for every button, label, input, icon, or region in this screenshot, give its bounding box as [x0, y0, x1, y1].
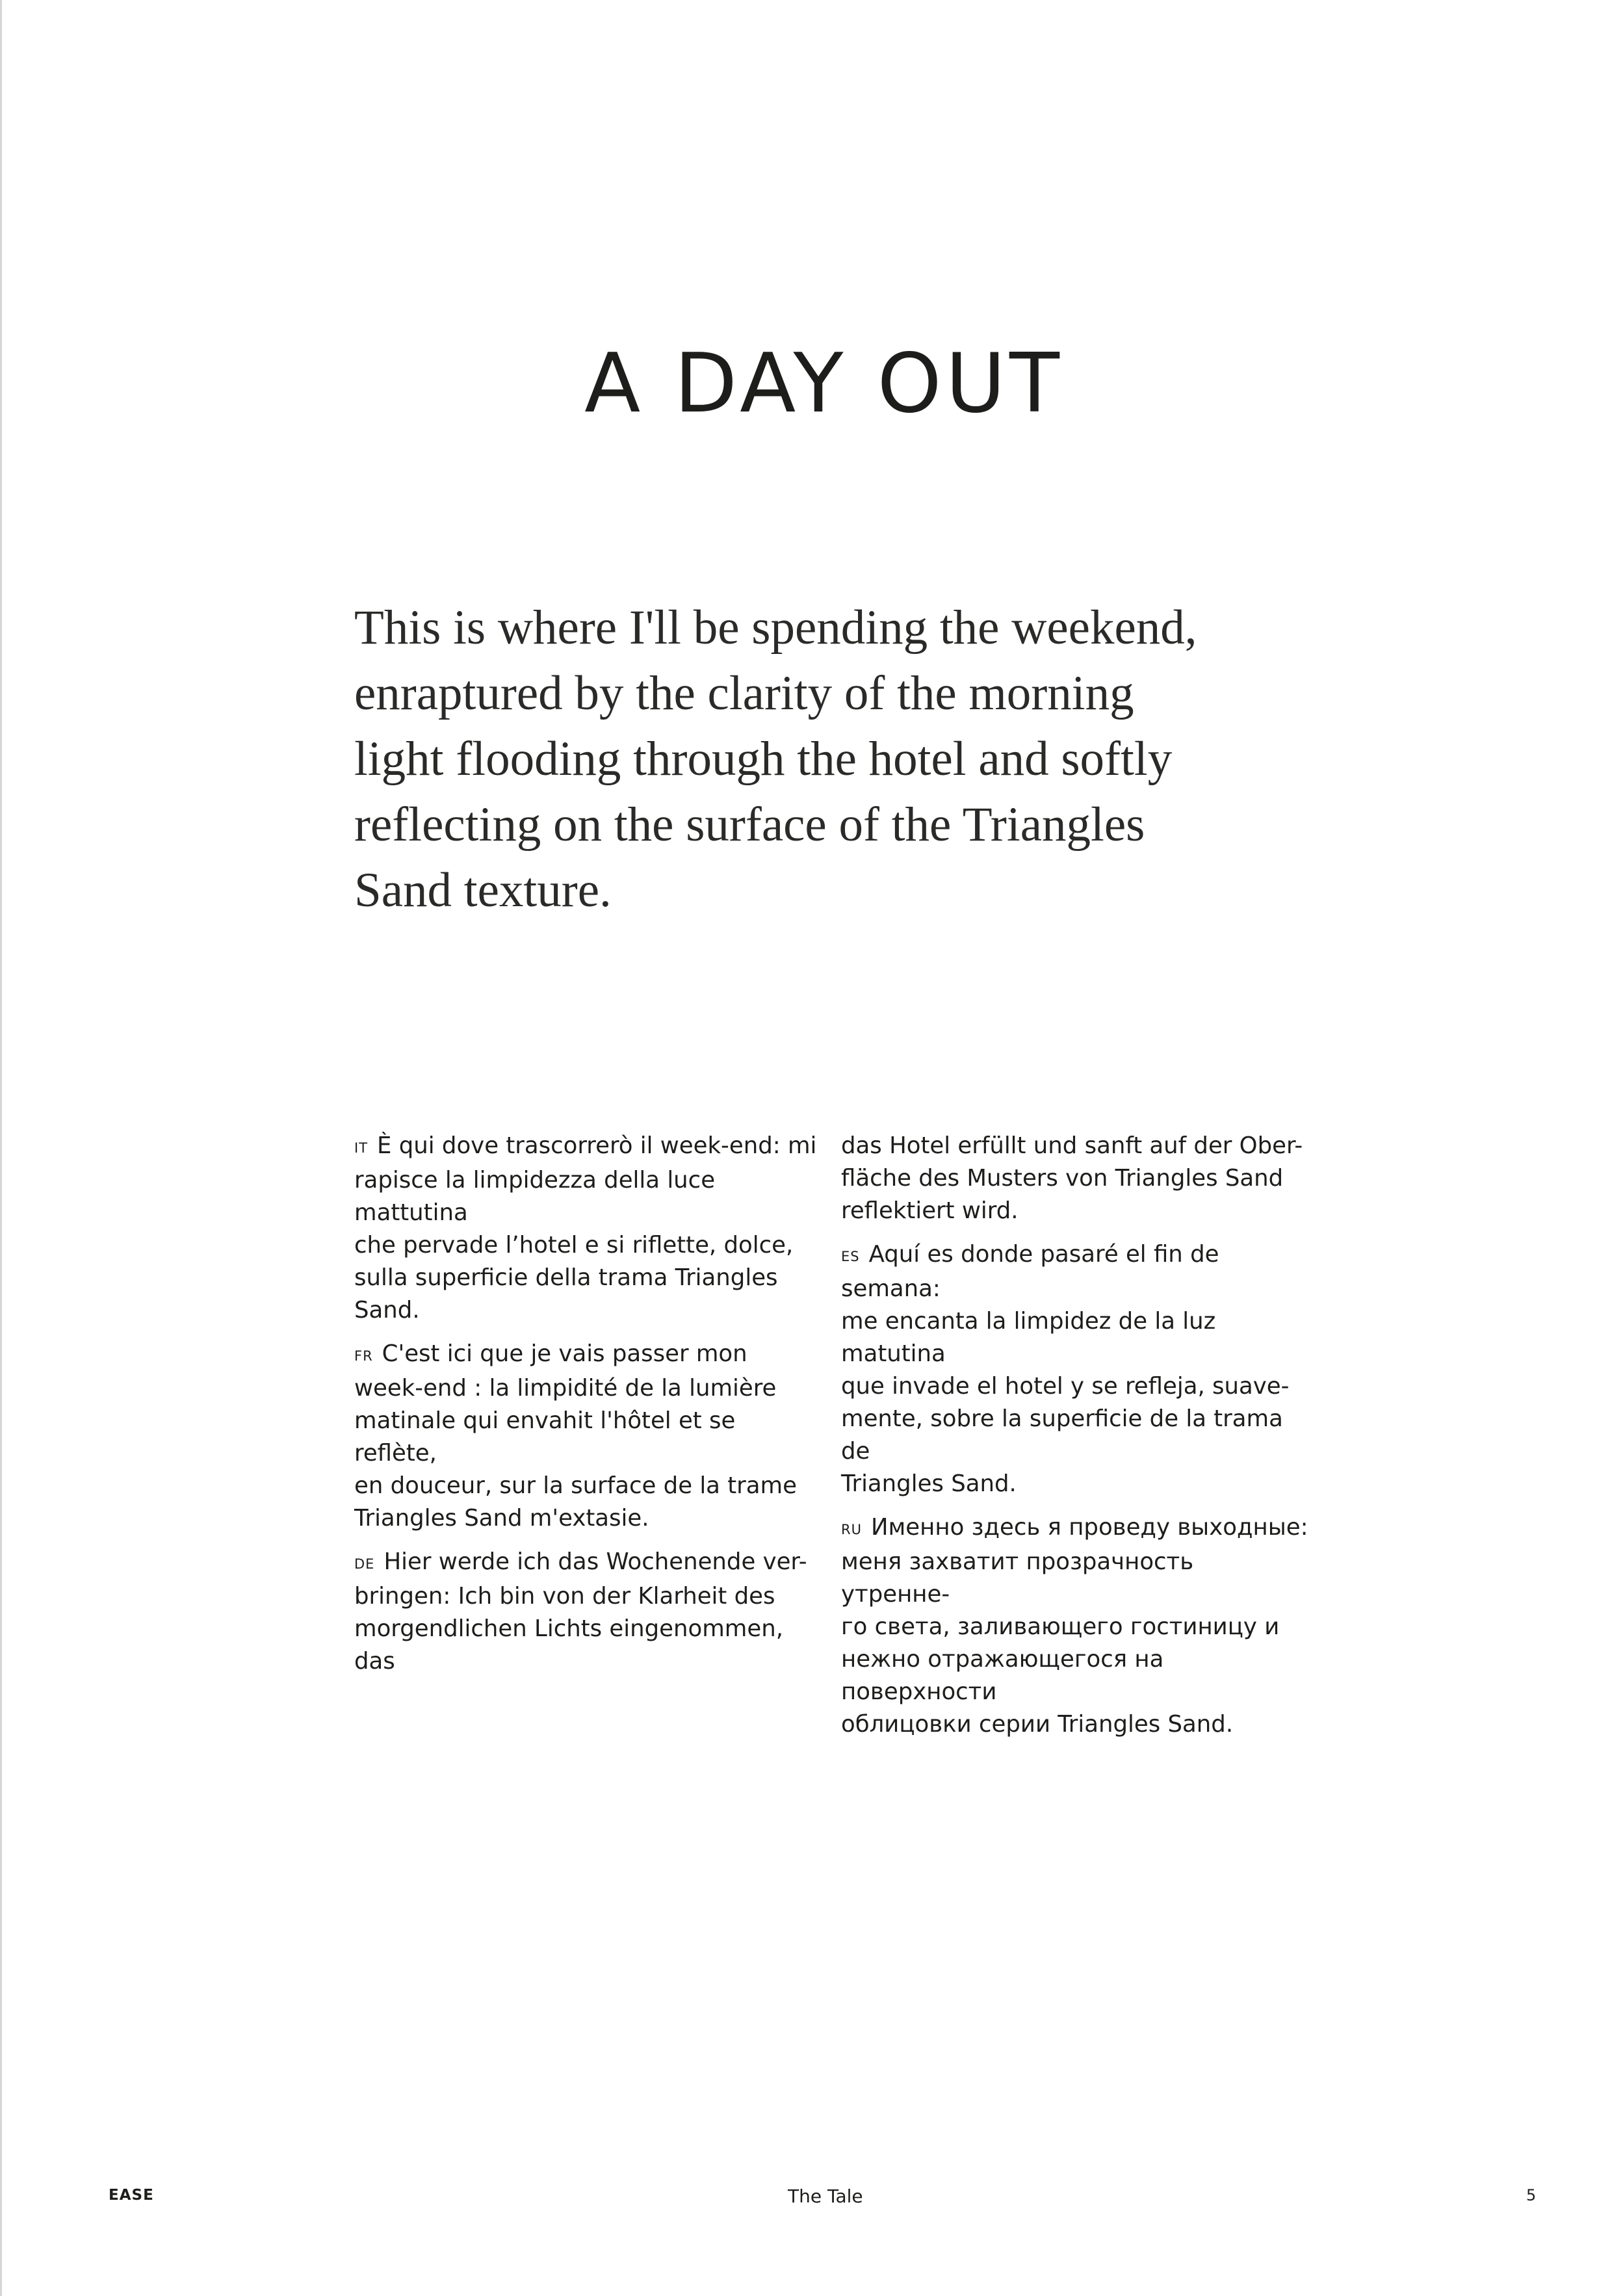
translation-line: го света, заливающего гостиницу и — [841, 1613, 1280, 1640]
translations-column-right — [841, 1130, 1309, 1752]
translation-line: che pervade l’hotel e si riflette, dolce, — [354, 1232, 794, 1259]
translation-ru — [841, 1511, 1309, 1741]
translation-line: reflektiert wird. — [841, 1197, 1019, 1224]
translation-line: en douceur, sur la surface de la trame — [354, 1472, 797, 1499]
footer-section-title: The Tale — [788, 2185, 863, 2207]
page-number: 5 — [1526, 2186, 1537, 2204]
translation-line: que invade el hotel y se refleja, suave- — [841, 1373, 1290, 1400]
lead-line: enraptured by the clarity of the morning — [354, 666, 1134, 720]
translation-line: Hier werde ich das Wochenende ver- — [383, 1548, 807, 1575]
language-code-fr: FR — [354, 1348, 373, 1364]
translation-line: bringen: Ich bin von der Klarheit des — [354, 1583, 775, 1610]
translation-de — [354, 1546, 822, 1678]
translation-line: Aquí es donde pasaré el fin de semana: — [841, 1241, 1219, 1302]
translation-es — [841, 1238, 1309, 1500]
page-title: A DAY OUT — [584, 335, 1063, 431]
translation-line: me encanta la limpidez de la luz matutina — [841, 1308, 1216, 1367]
translation-line: C'est ici que je vais passer mon — [382, 1340, 747, 1367]
footer-brand: EASE — [109, 2187, 154, 2204]
translation-line: fläche des Musters von Triangles Sand — [841, 1165, 1284, 1192]
translation-line: È qui dove trascorrerò il week-end: mi — [377, 1132, 817, 1159]
language-code-ru: RU — [841, 1522, 862, 1537]
translation-line: morgendlichen Lichts eingenommen, das — [354, 1615, 783, 1675]
lead-line: reflecting on the surface of the Triangles — [354, 798, 1145, 852]
language-code-de: DE — [354, 1556, 375, 1572]
translation-line: нежно отражающегося на поверхности — [841, 1646, 1164, 1705]
translation-line: das Hotel erfüllt und sanft auf der Ober- — [841, 1132, 1303, 1159]
translation-line: Sand. — [354, 1297, 420, 1324]
translation-line: Triangles Sand. — [841, 1470, 1017, 1497]
lead-line: light flooding through the hotel and softly — [354, 732, 1173, 786]
language-code-es: ES — [841, 1249, 860, 1264]
translation-line: rapisce la limpidezza della luce mattutina — [354, 1167, 716, 1226]
translation-line: sulla superficie della trama Triangles — [354, 1264, 778, 1291]
lead-line: Sand texture. — [354, 863, 612, 917]
translation-line: облицовки серии Triangles Sand. — [841, 1711, 1234, 1738]
translation-line: Triangles Sand m'extasie. — [354, 1505, 649, 1532]
lead-paragraph — [354, 595, 1342, 923]
translation-line: matinale qui envahit l'hôtel et se reflète, — [354, 1407, 736, 1467]
translation-it — [354, 1130, 822, 1327]
translation-fr — [354, 1338, 822, 1535]
translations-column-left — [354, 1130, 822, 1689]
translation-line: mente, sobre la superficie de la trama de — [841, 1405, 1283, 1465]
translation-line: week-end : la limpidité de la lumière — [354, 1375, 777, 1402]
translation-line: Именно здесь я проведу выходные: — [870, 1514, 1308, 1541]
lead-line: This is where I'll be spending the weekend, — [354, 601, 1197, 655]
translation-line: меня захватит прозрачность утренне- — [841, 1548, 1194, 1608]
language-code-it: IT — [354, 1140, 369, 1156]
translation-de-continued — [841, 1130, 1309, 1227]
